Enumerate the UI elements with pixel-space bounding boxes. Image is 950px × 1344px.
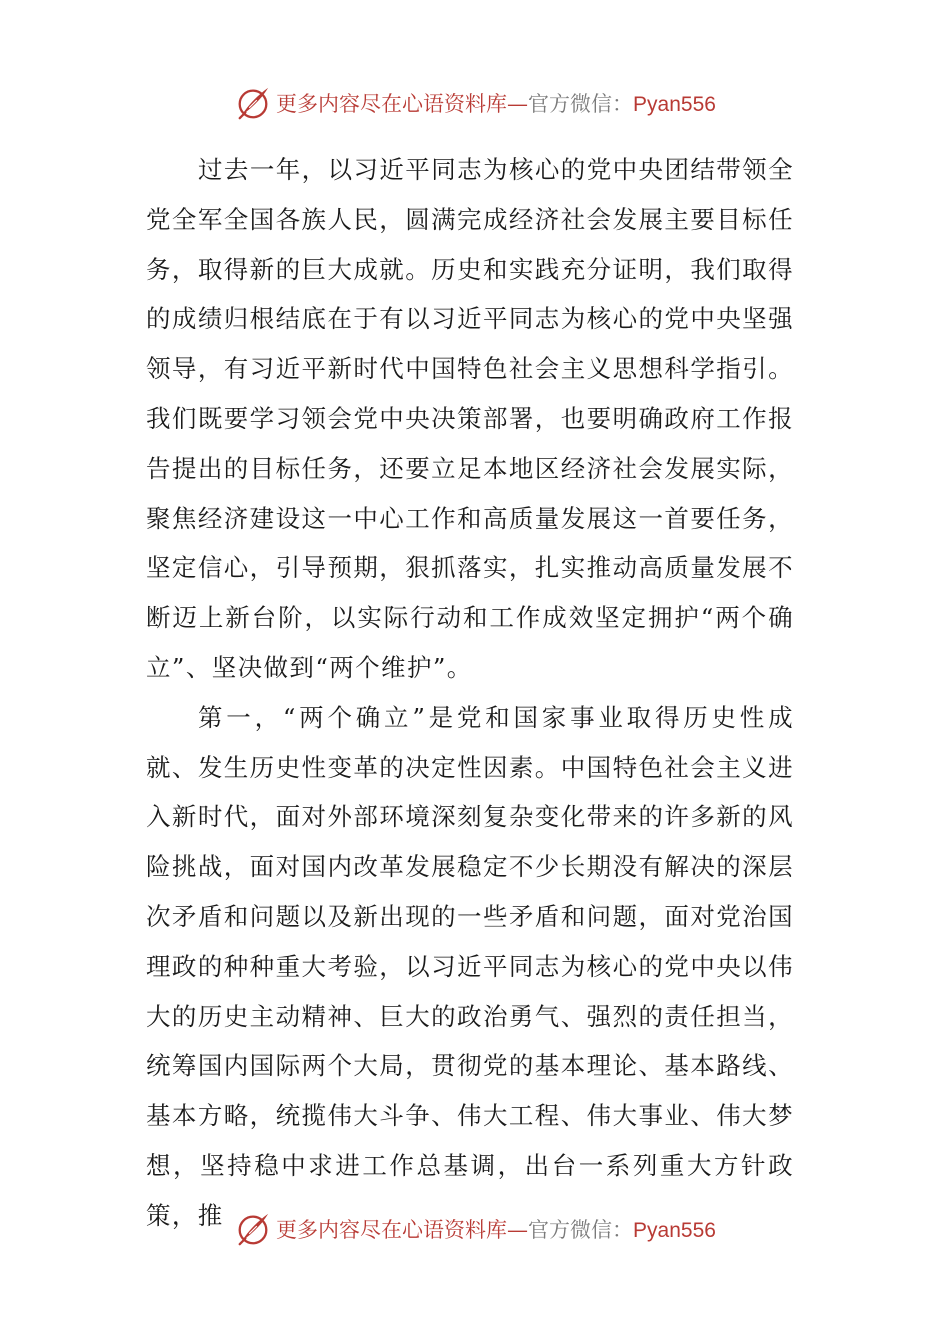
footer-wechat-label: 官方微信： (528, 1218, 634, 1242)
footer-site-name: 更多内容尽在心语资料库 (276, 1218, 508, 1242)
footer-separator: — (507, 1218, 529, 1242)
footer-wechat-id: Pyan556 (633, 1219, 716, 1242)
feather-pen-logo-icon (234, 1210, 272, 1248)
footer-banner-text (276, 1214, 716, 1244)
document-body (146, 145, 794, 1241)
footer-banner (0, 1206, 950, 1252)
header-site-name: 更多内容尽在心语资料库 (276, 92, 508, 116)
paragraph-1: 过去一年，以习近平同志为核心的党中央团结带领全党全军全国各族人民，圆满完成经济社会发展主要目标任务，取得新的巨大成就。历史和实践充分证明，我们取得的成绩归根结底在于有以习近平同志为核心的党中央坚强领导，有习近平新时代中国特色社会主义思想科学指引。我们既要学习领会党中央决策部署，也要明确政府工作报告提出的目标任务，还要立足本地区经济社会发展实际，聚焦经济建设这一中心工作和高质量发展这一首要任务，坚定信心，引导预期，狠抓落实，扎实推动高质量发展不断迈上新台阶，以实际行动和工作成效坚定拥护“两个确立”、坚决做到“两个维护”。 (146, 155, 794, 682)
header-banner-text (276, 88, 716, 118)
header-separator: — (507, 92, 529, 116)
header-wechat-label: 官方微信： (528, 92, 634, 116)
header-banner (0, 80, 950, 126)
header-wechat-id: Pyan556 (633, 93, 716, 116)
feather-pen-logo-icon (234, 84, 272, 122)
paragraph-2: 第一，“两个确立”是党和国家事业取得历史性成就、发生历史性变革的决定性因素。中国特色社会主义进入新时代，面对外部环境深刻复杂变化带来的许多新的风险挑战，面对国内改革发展稳定不少长期没有解决的深层次矛盾和问题以及新出现的一些矛盾和问题，面对党治国理政的种种重大考验，以习近平同志为核心的党中央以伟大的历史主动精神、巨大的政治勇气、强烈的责任担当，统筹国内国际两个大局，贯彻党的基本理论、基本路线、基本方略，统揽伟大斗争、伟大工程、伟大事业、伟大梦想，坚持稳中求进工作总基调，出台一系列重大方针政策，推 (146, 702, 794, 1230)
